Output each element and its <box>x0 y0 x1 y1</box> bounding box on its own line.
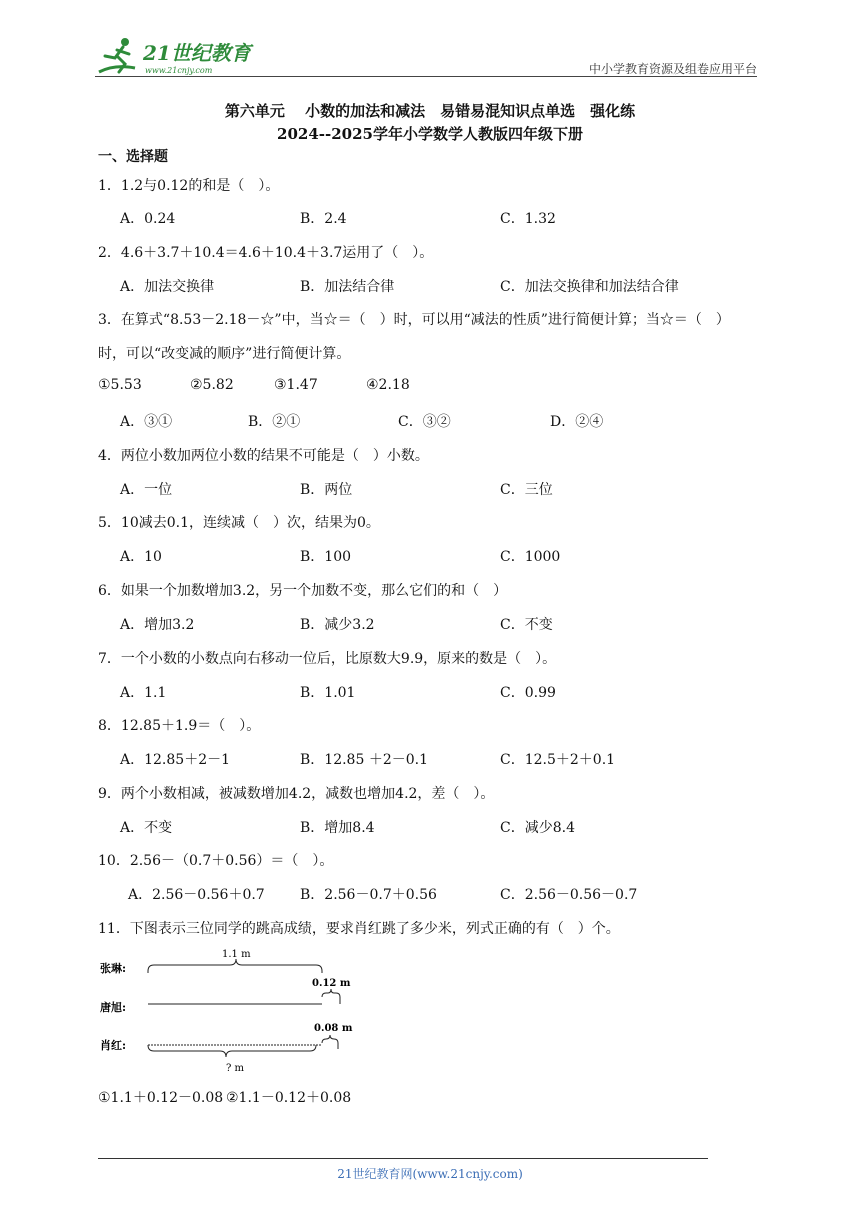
q1-option-c[interactable]: C．1.32 <box>500 211 556 227</box>
q6-option-a[interactable]: A．增加3.2 <box>120 617 195 633</box>
footer-divider <box>98 1158 708 1159</box>
q2-option-a[interactable]: A．加法交换律 <box>120 279 215 295</box>
q3-choice-1: ①5.53 <box>98 377 142 393</box>
question-3-cont: 时，可以“改变减的顺序”进行简便计算。 <box>98 346 351 362</box>
label-tangxu: 唐旭: <box>100 1001 127 1014</box>
q3-option-b[interactable]: B．②① <box>248 414 301 430</box>
label-unknown-m: ? m <box>226 1063 245 1074</box>
q3-choice-4: ④2.18 <box>366 377 410 393</box>
q5-option-b[interactable]: B．100 <box>300 549 352 565</box>
question-1: 1．1.2与0.12的和是（ ）。 <box>98 178 280 194</box>
q1-option-b[interactable]: B．2.4 <box>300 211 347 227</box>
question-9: 9．两个小数相减，被减数增加4.2，减数也增加4.2，差（ ）。 <box>98 786 495 802</box>
q10-option-a[interactable]: A．2.56－0.56＋0.7 <box>128 887 265 903</box>
q9-option-b[interactable]: B．增加8.4 <box>300 820 375 836</box>
q3-choice-3: ③1.47 <box>274 377 318 393</box>
q2-option-c[interactable]: C．加法交换律和加法结合律 <box>500 279 679 295</box>
q9-option-c[interactable]: C．减少8.4 <box>500 820 575 836</box>
q3-choice-2: ②5.82 <box>190 377 234 393</box>
q6-option-b[interactable]: B．减少3.2 <box>300 617 375 633</box>
q4-option-b[interactable]: B．两位 <box>300 482 353 498</box>
q1-option-a[interactable]: A．0.24 <box>120 211 176 227</box>
q8-option-b[interactable]: B．12.85 ＋2－0.1 <box>300 752 428 768</box>
question-6: 6．如果一个加数增加3.2，另一个加数不变，那么它们的和（ ） <box>98 583 508 599</box>
question-5: 5．10减去0.1，连续减（ ）次，结果为0。 <box>98 515 380 531</box>
q7-option-a[interactable]: A．1.1 <box>120 685 167 701</box>
q3-option-d[interactable]: D．②④ <box>550 414 604 430</box>
q10-option-b[interactable]: B．2.56－0.7＋0.56 <box>300 887 437 903</box>
jump-height-diagram <box>100 945 370 1075</box>
q2-option-b[interactable]: B．加法结合律 <box>300 279 395 295</box>
logo-url: www.21cnjy.com <box>145 66 213 75</box>
q7-option-c[interactable]: C．0.99 <box>500 685 556 701</box>
q6-option-c[interactable]: C．不变 <box>500 617 553 633</box>
label-zhanglin: 张琳: <box>100 962 127 975</box>
question-2: 2．4.6＋3.7＋10.4＝4.6＋10.4＋3.7运用了（ ）。 <box>98 245 434 261</box>
label-0-12m: 0.12 m <box>312 978 351 989</box>
footer-link[interactable]: 21世纪教育网(www.21cnjy.com) <box>337 1167 523 1181</box>
q8-option-a[interactable]: A．12.85＋2－1 <box>120 752 231 768</box>
logo-title: 21世纪教育 <box>143 41 251 65</box>
label-1-1m: 1.1 m <box>222 949 251 960</box>
q7-option-b[interactable]: B．1.01 <box>300 685 356 701</box>
question-11: 11．下图表示三位同学的跳高成绩，要求肖红跳了多少米，列式正确的有（ ）个。 <box>98 921 620 937</box>
q11-choice-2: ②1.1－0.12＋0.08 <box>226 1090 352 1106</box>
site-logo <box>95 34 265 78</box>
q10-option-c[interactable]: C．2.56－0.56－0.7 <box>500 887 638 903</box>
q5-option-c[interactable]: C．1000 <box>500 549 561 565</box>
q4-option-a[interactable]: A．一位 <box>120 482 173 498</box>
platform-name: 中小学教育资源及组卷应用平台 <box>588 62 757 76</box>
page-subtitle: 2024--2025学年小学数学人教版四年级下册 <box>277 125 583 143</box>
q11-choice-1: ①1.1＋0.12－0.08 <box>98 1090 224 1106</box>
label-0-08m: 0.08 m <box>314 1023 353 1034</box>
question-10: 10．2.56－（0.7＋0.56）＝（ ）。 <box>98 853 334 869</box>
page-title: 第六单元 小数的加法和减法 易错易混知识点单选 强化练 <box>224 102 636 120</box>
q9-option-a[interactable]: A．不变 <box>120 820 173 836</box>
q4-option-c[interactable]: C．三位 <box>500 482 553 498</box>
q3-option-c[interactable]: C．③② <box>398 414 451 430</box>
label-xiaohong: 肖红: <box>100 1039 127 1052</box>
header-divider <box>95 76 757 77</box>
q5-option-a[interactable]: A．10 <box>120 549 162 565</box>
question-8: 8．12.85＋1.9＝（ ）。 <box>98 718 261 734</box>
question-7: 7．一个小数的小数点向右移动一位后，比原数大9.9，原来的数是（ ）。 <box>98 651 557 667</box>
q3-option-a[interactable]: A．③① <box>120 414 173 430</box>
q8-option-c[interactable]: C．12.5＋2＋0.1 <box>500 752 616 768</box>
question-3: 3．在算式“8.53－2.18－☆”中，当☆＝（ ）时，可以用“减法的性质”进行简便计算；当☆＝（ ） <box>98 312 730 328</box>
question-4: 4．两位小数加两位小数的结果不可能是（ ）小数。 <box>98 448 429 464</box>
section-heading: 一、选择题 <box>98 149 168 165</box>
